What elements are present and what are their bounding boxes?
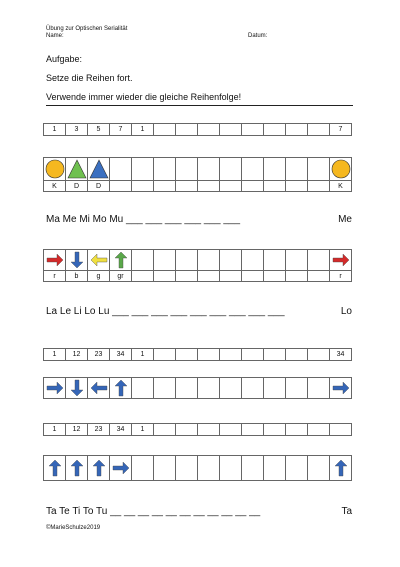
shape-label-cell (285, 180, 308, 192)
worksheet-title: Übung zur Optischen Serialität (46, 26, 128, 32)
number-row-3-cell (153, 423, 176, 436)
arrow-cell (109, 377, 132, 399)
arrow-cell (175, 377, 198, 399)
arrow-cell (263, 377, 286, 399)
shape-label-cell (109, 180, 132, 192)
shape-label-cell: K (43, 180, 66, 192)
number-row-2-cell: 12 (65, 348, 88, 361)
arrow-cell (87, 455, 110, 481)
blue-arrow-row-1 (44, 378, 352, 399)
yellow-left-arrow-icon (89, 250, 109, 270)
arrow-cell (285, 249, 308, 271)
shape-cell (65, 157, 88, 181)
circle-icon (45, 159, 65, 179)
arrow-label-cell: r (329, 270, 352, 282)
blue-up-arrow-icon (89, 458, 109, 478)
blue-up-arrow-icon (111, 378, 131, 398)
arrow-cell (241, 377, 264, 399)
shape-label-cell: D (87, 180, 110, 192)
arrow-label-cell: r (43, 270, 66, 282)
arrow-label-cell (285, 270, 308, 282)
number-row-1-cell: 5 (87, 123, 110, 136)
number-row-3 (44, 424, 352, 436)
number-row-3-cell (285, 423, 308, 436)
arrow-cell (197, 377, 220, 399)
blue-down-arrow-icon (67, 378, 87, 398)
number-row-1-cell (175, 123, 198, 136)
number-row-1-cell (307, 123, 330, 136)
syllable-series-la (46, 306, 352, 318)
arrow-cell (109, 249, 132, 271)
number-row-2-cell (307, 348, 330, 361)
arrow-label-cell (153, 270, 176, 282)
arrow-label-cell (175, 270, 198, 282)
blue-up-arrow-icon (45, 458, 65, 478)
arrow-cell (109, 455, 132, 481)
number-row-1-cell: 7 (329, 123, 352, 136)
arrow-label-cell: gr (109, 270, 132, 282)
arrow-label-cell (263, 270, 286, 282)
arrow-cell (219, 455, 242, 481)
number-row-3-cell: 1 (131, 423, 154, 436)
arrow-cell (307, 455, 330, 481)
shape-cell (197, 157, 220, 181)
arrow-cell (65, 377, 88, 399)
blue-down-arrow-icon (67, 250, 87, 270)
date-label: Datum: (248, 33, 268, 39)
series-end: Lo (340, 306, 352, 317)
arrow-cell (241, 249, 264, 271)
number-row-1-cell (219, 123, 242, 136)
blue-up-arrow-icon (331, 458, 351, 478)
arrow-cell (87, 249, 110, 271)
blue-right-arrow-icon (111, 458, 131, 478)
series-end: Ta (341, 506, 352, 517)
arrow-label-cell (307, 270, 330, 282)
number-row-2-cell: 34 (329, 348, 352, 361)
number-row-2-cell: 1 (131, 348, 154, 361)
shape-label-cell (241, 180, 264, 192)
shape-label-cell (197, 180, 220, 192)
arrow-cell (219, 377, 242, 399)
number-row-1-cell (285, 123, 308, 136)
task-heading: Aufgabe: (46, 54, 83, 64)
number-row-2-cell (241, 348, 264, 361)
arrow-label-cell: b (65, 270, 88, 282)
number-row-2-cell (285, 348, 308, 361)
shape-cell (87, 157, 110, 181)
arrow-cell (153, 249, 176, 271)
divider-line (46, 105, 353, 106)
arrow-cell (87, 377, 110, 399)
blue-arrow-row-2 (44, 456, 352, 481)
shape-cell (285, 157, 308, 181)
number-row-1-cell: 3 (65, 123, 88, 136)
shape-label-cell: K (329, 180, 352, 192)
number-row-1-cell: 1 (43, 123, 66, 136)
shape-cell (219, 157, 242, 181)
series-text: La Le Li Lo Lu ___ ___ ___ ___ ___ ___ ___ ___ ___ (46, 306, 285, 317)
blue-right-arrow-icon (45, 378, 65, 398)
number-row-2-cell (197, 348, 220, 361)
arrow-cell (131, 377, 154, 399)
number-row-2 (44, 349, 352, 361)
arrow-cell (219, 249, 242, 271)
arrow-cell (153, 377, 176, 399)
arrow-label-cell (241, 270, 264, 282)
red-right-arrow-icon (331, 250, 351, 270)
arrow-cell (65, 455, 88, 481)
shape-cell (241, 157, 264, 181)
blue-triangle-icon (89, 159, 109, 179)
arrow-cell (263, 249, 286, 271)
number-row-3-cell (263, 423, 286, 436)
syllable-series-ma (46, 214, 352, 226)
shape-label-cell (263, 180, 286, 192)
number-row-3-cell (241, 423, 264, 436)
arrow-cell (329, 455, 352, 481)
number-row-2-cell (263, 348, 286, 361)
shape-cell (131, 157, 154, 181)
number-row-2-cell: 1 (43, 348, 66, 361)
shape-cell (175, 157, 198, 181)
red-right-arrow-icon (45, 250, 65, 270)
arrow-cell (329, 249, 352, 271)
arrow-cell (43, 377, 66, 399)
number-row-3-cell (307, 423, 330, 436)
arrow-cell (43, 455, 66, 481)
shape-label-cell (219, 180, 242, 192)
shape-cell (263, 157, 286, 181)
shape-row (44, 158, 352, 181)
number-row-3-cell: 34 (109, 423, 132, 436)
number-row-3-cell (219, 423, 242, 436)
number-row-1-cell: 1 (131, 123, 154, 136)
number-row-3-cell: 12 (65, 423, 88, 436)
arrow-cell (263, 455, 286, 481)
arrow-cell (329, 377, 352, 399)
arrow-cell (153, 455, 176, 481)
series-text: Ma Me Mi Mo Mu ___ ___ ___ ___ ___ ___ (46, 214, 241, 225)
arrow-cell (131, 455, 154, 481)
shape-cell (329, 157, 352, 181)
number-row-1 (44, 124, 352, 136)
number-row-3-cell (197, 423, 220, 436)
blue-left-arrow-icon (89, 378, 109, 398)
number-row-3-cell (329, 423, 352, 436)
number-row-1-cell (153, 123, 176, 136)
arrow-cell (43, 249, 66, 271)
blue-right-arrow-icon (331, 378, 351, 398)
arrow-cell (285, 377, 308, 399)
number-row-1-cell (197, 123, 220, 136)
circle-icon (331, 159, 351, 179)
shape-cell (153, 157, 176, 181)
number-row-3-cell: 1 (43, 423, 66, 436)
green-triangle-icon (67, 159, 87, 179)
number-row-1-cell: 7 (109, 123, 132, 136)
arrow-label-row (44, 271, 352, 282)
number-row-1-cell (263, 123, 286, 136)
number-row-2-cell: 23 (87, 348, 110, 361)
shape-label-row (44, 181, 352, 192)
shape-cell (109, 157, 132, 181)
arrow-label-cell: g (87, 270, 110, 282)
arrow-cell (197, 455, 220, 481)
copyright-footer: ©MarieSchulze2019 (46, 525, 101, 531)
blue-up-arrow-icon (67, 458, 87, 478)
shape-label-cell (307, 180, 330, 192)
number-row-3-cell: 23 (87, 423, 110, 436)
arrow-cell (65, 249, 88, 271)
arrow-label-cell (219, 270, 242, 282)
task-instruction-2: Verwende immer wieder die gleiche Reihenfolge! (46, 92, 242, 102)
arrow-cell (131, 249, 154, 271)
colored-arrow-row (44, 250, 352, 271)
arrow-label-cell (197, 270, 220, 282)
shape-cell (307, 157, 330, 181)
task-instruction-1: Setze die Reihen fort. (46, 73, 133, 83)
arrow-cell (307, 249, 330, 271)
series-end: Me (338, 214, 352, 225)
number-row-1-cell (241, 123, 264, 136)
arrow-cell (307, 377, 330, 399)
name-label: Name: (46, 33, 64, 39)
shape-label-cell (153, 180, 176, 192)
shape-label-cell (175, 180, 198, 192)
number-row-2-cell (175, 348, 198, 361)
syllable-series-ta (46, 506, 352, 518)
shape-label-cell (131, 180, 154, 192)
arrow-label-cell (131, 270, 154, 282)
arrow-cell (197, 249, 220, 271)
arrow-cell (175, 455, 198, 481)
number-row-3-cell (175, 423, 198, 436)
arrow-cell (175, 249, 198, 271)
number-row-2-cell: 34 (109, 348, 132, 361)
arrow-cell (241, 455, 264, 481)
series-text: Ta Te Ti To Tu __ __ __ __ __ __ __ __ __ __ __ (46, 506, 261, 517)
green-up-arrow-icon (111, 250, 131, 270)
number-row-2-cell (153, 348, 176, 361)
shape-label-cell: D (65, 180, 88, 192)
shape-cell (43, 157, 66, 181)
number-row-2-cell (219, 348, 242, 361)
arrow-cell (285, 455, 308, 481)
